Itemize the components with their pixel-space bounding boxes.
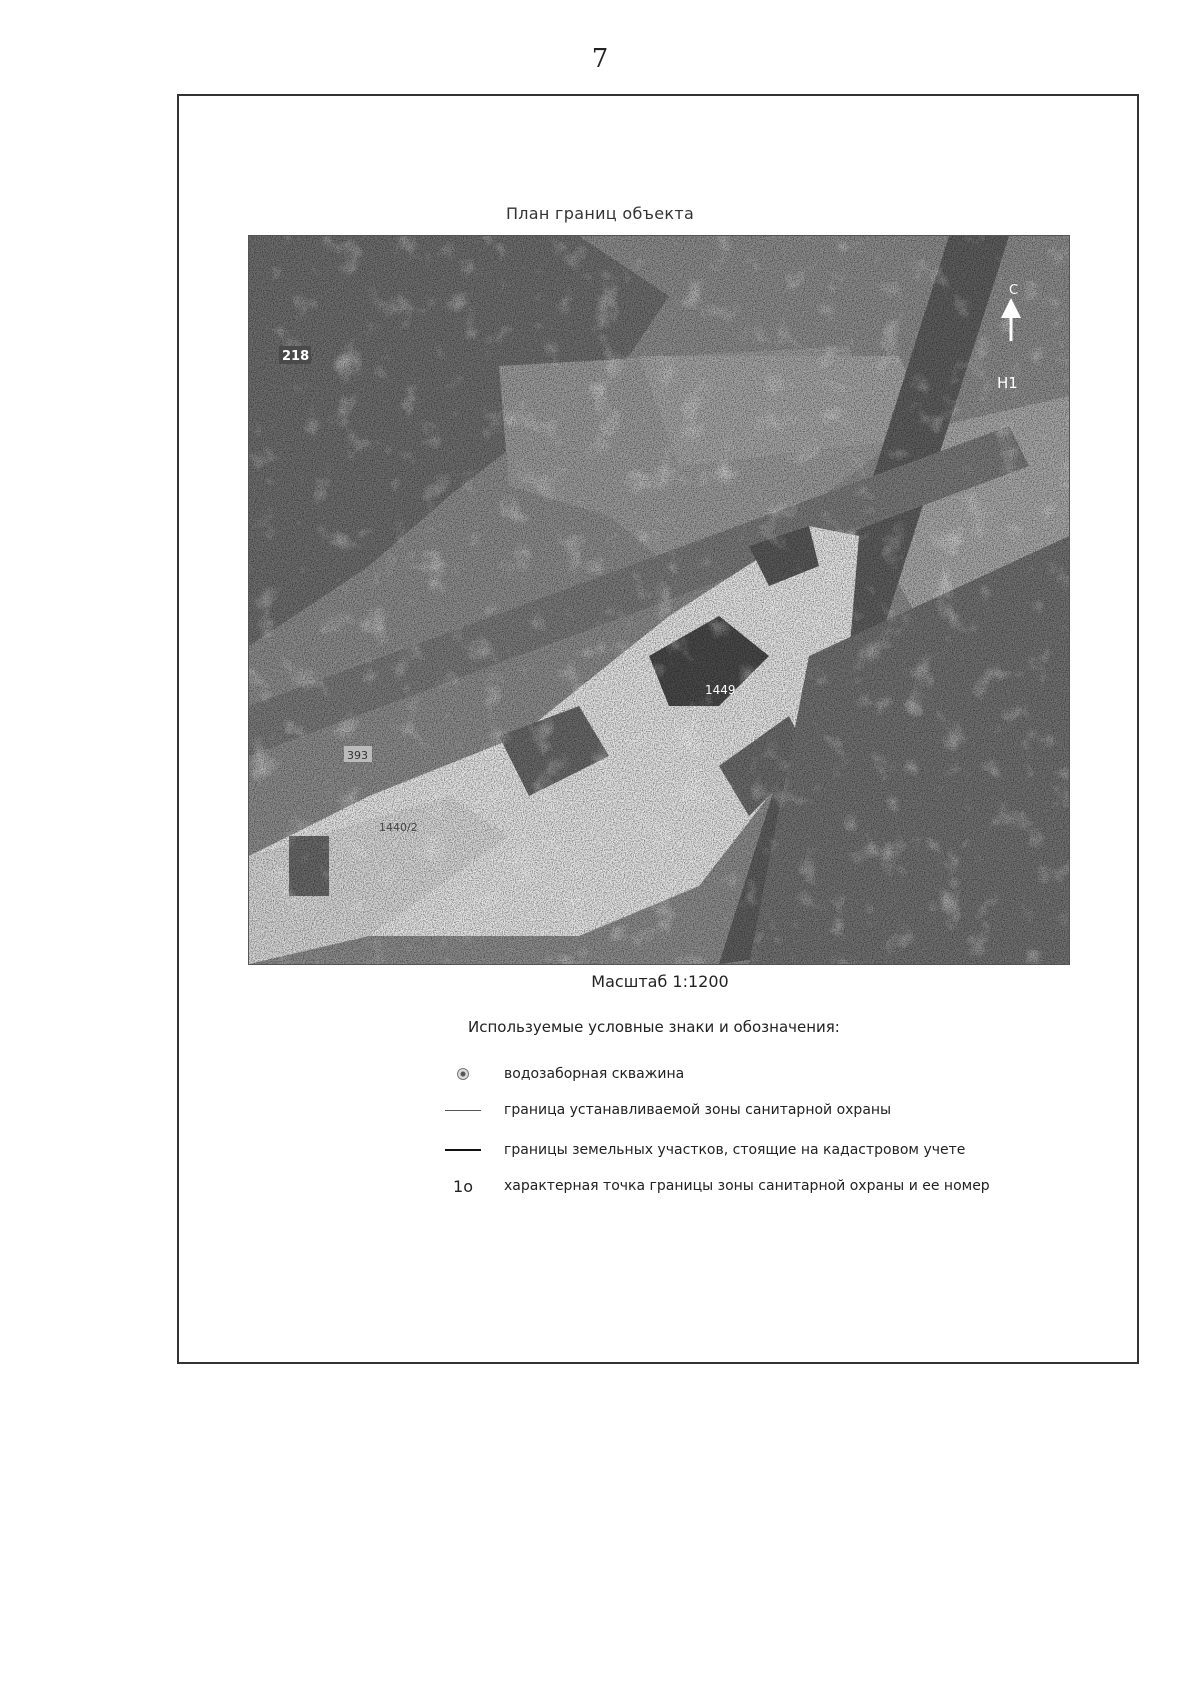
legend-item-cadastral-boundary [436,1140,965,1160]
legend-item-well [436,1064,684,1084]
page-number: 7 [591,44,609,74]
thick-line-icon [436,1140,490,1160]
scale-label: Масштаб 1:1200 [591,972,729,991]
map-label-h1: Н1 [997,374,1018,392]
plan-title: План границ объекта [505,204,695,223]
legend-heading: Используемые условные знаки и обозначения: [468,1018,840,1036]
legend-item-zone-boundary [436,1100,891,1120]
aerial-map [248,235,1070,965]
map-label-393: 393 [347,749,368,762]
map-label-1440-2: 1440/2 [379,821,418,834]
boundary-point-marker: 1о [453,1176,473,1196]
legend-label: границы земельных участков, стоящие на кадастровом учете [504,1142,966,1158]
map-label-1449: 1449 [705,683,736,697]
legend-item-boundary-point [436,1176,990,1196]
map-label-218: 218 [282,349,310,364]
legend-label: характерная точка границы зоны санитарной охраны и ее номер [504,1178,990,1194]
legend-label: граница устанавливаемой зоны санитарной охраны [504,1102,892,1118]
legend-label: водозаборная скважина [504,1066,685,1082]
thin-line-icon [436,1100,490,1120]
well-icon [436,1064,490,1084]
north-label: С [1009,283,1019,298]
aerial-map-image [249,236,1069,964]
